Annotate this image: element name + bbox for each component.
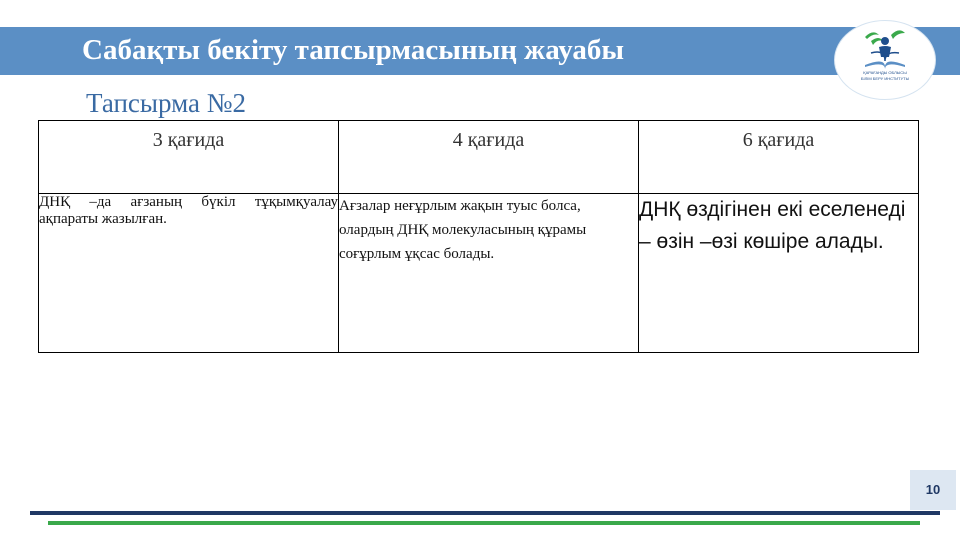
footer-line-green bbox=[48, 521, 920, 525]
logo-text-line2: БІЛІМ БЕРУ ИНСТИТУТЫ bbox=[860, 76, 910, 81]
slide-title: Сабақты бекіту тапсырмасының жауабы bbox=[82, 34, 624, 66]
table-header-row bbox=[39, 121, 919, 194]
school-logo-icon bbox=[835, 21, 935, 99]
task-subtitle: Тапсырма №2 bbox=[86, 88, 247, 118]
header-rule-6: 6 қағида bbox=[639, 121, 919, 194]
cell-rule-3: ДНҚ –да ағзаның бүкіл тұқымқуалау ақпараты жазылған. bbox=[39, 194, 339, 353]
rules-table bbox=[38, 120, 919, 353]
cell-rule-6: ДНҚ өздігінен екі еселенеді – өзін –өзі көшіре алады. bbox=[639, 194, 919, 353]
table-row bbox=[39, 194, 919, 353]
cell-rule-4: Ағзалар неғұрлым жақын туыс болса, олардың ДНҚ молекуласының құрамы соғұрлым ұқсас болады. bbox=[339, 194, 639, 353]
header-rule-4: 4 қағида bbox=[339, 121, 639, 194]
footer-line-navy bbox=[30, 511, 940, 515]
header-rule-3: 3 қағида bbox=[39, 121, 339, 194]
logo-text-line1: ҚАРАҒАНДЫ ОБЛЫСЫ bbox=[863, 70, 907, 75]
logo bbox=[834, 20, 936, 100]
page-number: 10 bbox=[910, 470, 956, 510]
